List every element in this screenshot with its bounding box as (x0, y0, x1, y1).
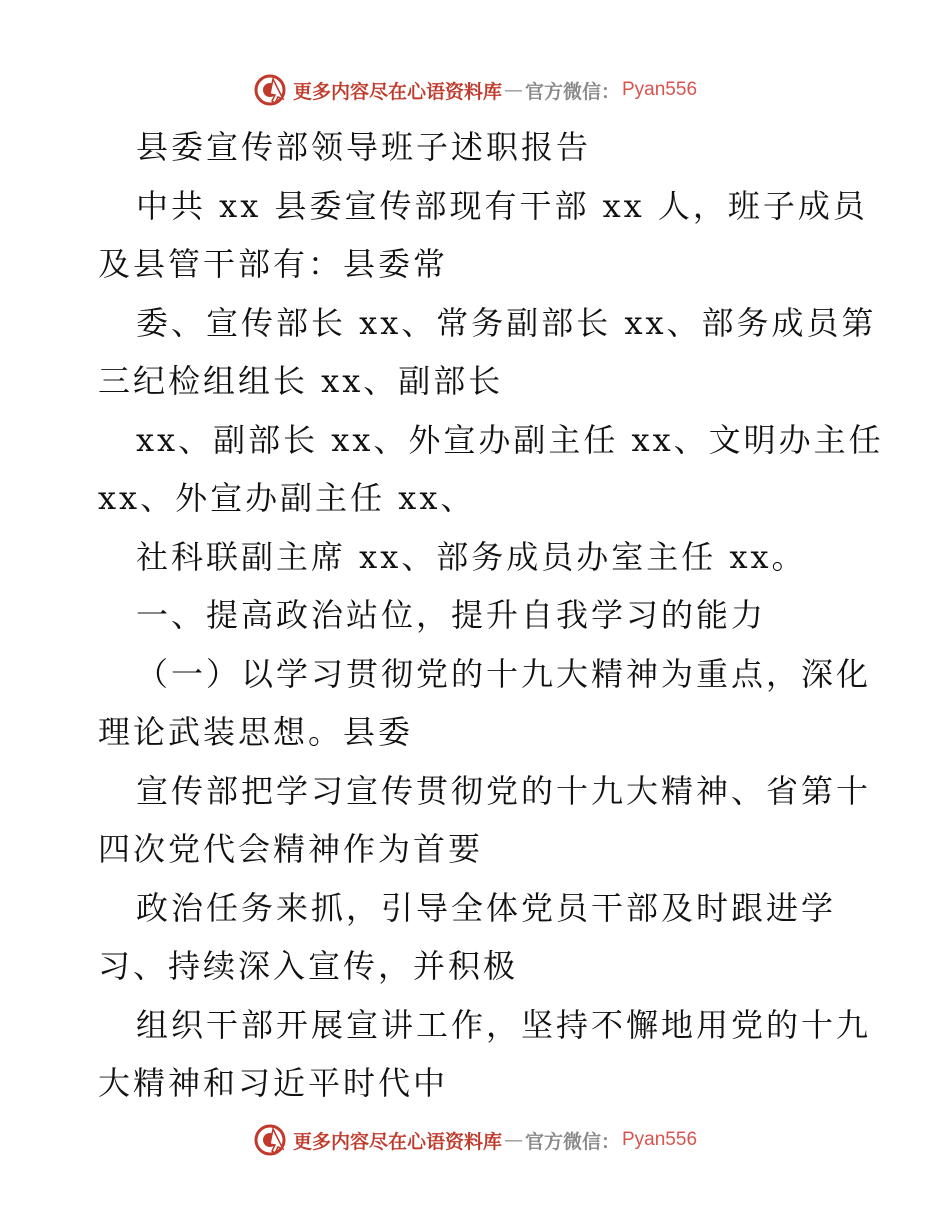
header-watermark (0, 70, 950, 110)
text-line: 及县管干部有：县委常 (98, 245, 449, 283)
text-line: 委、宣传部长 xx、常务副部长 xx、部务成员第 (136, 303, 877, 342)
text-line: xx、副部长 xx、外宣办副主任 xx、文明办主任 (136, 420, 884, 459)
section-heading: 一、提高政治站位，提升自我学习的能力 (136, 596, 767, 634)
text-line: 三纪检组组长 xx、副部长 (98, 362, 504, 400)
watermark-wechat-id: Pyan556 (622, 79, 698, 100)
subsection-heading: （一）以学习贯彻党的十九大精神为重点，深化 (136, 654, 872, 693)
text-line: 大精神和习近平时代中 (98, 1064, 449, 1102)
text-line: 四次党代会精神作为首要 (98, 830, 484, 868)
text-line: 宣传部把学习宣传贯彻党的十九大精神、省第十 (136, 771, 872, 810)
text-line: 中共 xx 县委宣传部现有干部 xx 人，班子成员 (136, 186, 868, 225)
text-line: xx、外宣办副主任 xx、 (98, 479, 476, 517)
watermark-contact-label: 官方微信： (524, 80, 620, 103)
cursor-seal-icon (253, 1123, 287, 1157)
footer-watermark (0, 1120, 950, 1160)
watermark-wechat-id: Pyan556 (622, 1129, 698, 1150)
text-line: 政治任务来抓，引导全体党员干部及时跟进学 (136, 888, 837, 927)
text-line: 习、持续深入宣传，并积极 (98, 947, 519, 985)
watermark-dash: — (503, 79, 523, 101)
watermark-contact-label: 官方微信： (524, 1130, 620, 1153)
text-line: 组织干部开展宣讲工作，坚持不懈地用党的十九 (136, 1005, 872, 1044)
watermark-text: 更多内容尽在心语资料库 (292, 1130, 502, 1153)
document-body (98, 118, 884, 1113)
document-title: 县委宣传部领导班子述职报告 (136, 128, 592, 166)
text-line: 理论武装思想。县委 (98, 713, 414, 751)
watermark-dash: — (503, 1129, 523, 1151)
watermark-text: 更多内容尽在心语资料库 (292, 80, 502, 103)
text-line: 社科联副主席 xx、部务成员办室主任 xx。 (136, 537, 807, 576)
cursor-seal-icon (253, 73, 287, 107)
